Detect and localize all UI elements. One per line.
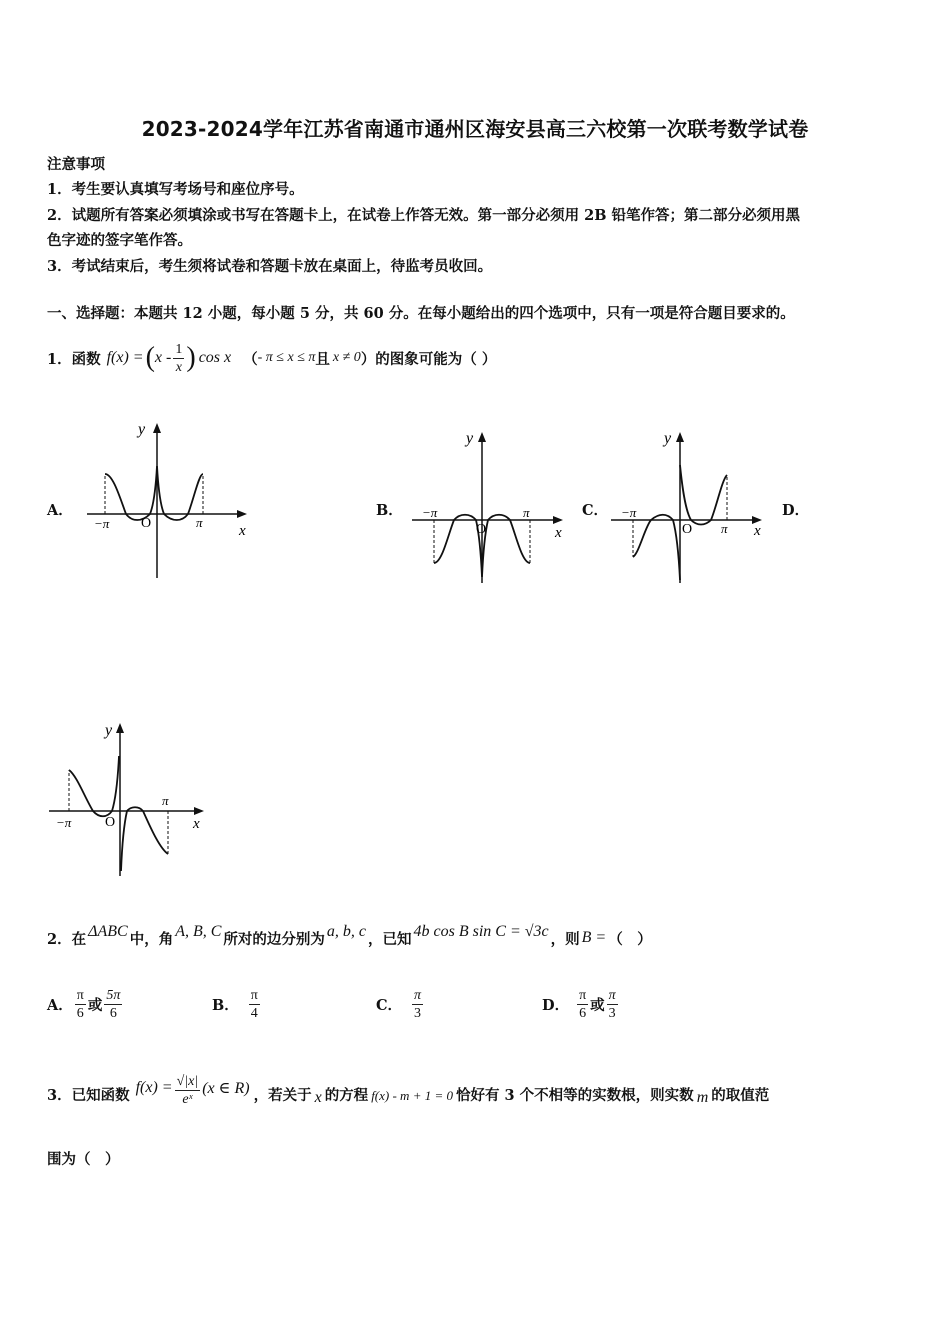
q2-prefix: 2．在 — [47, 930, 87, 948]
frac-den: 6 — [579, 1005, 587, 1021]
origin-label: O — [141, 516, 152, 531]
neg-pi-label: −π — [621, 505, 637, 520]
y-label: y — [105, 722, 113, 739]
question-1 — [47, 336, 496, 380]
y-axis-arrow — [478, 432, 486, 442]
x-axis-arrow — [194, 807, 204, 815]
q2-triangle: ΔABC — [88, 923, 128, 940]
q1-graph-d — [45, 716, 215, 881]
pi-label: π — [523, 505, 530, 520]
frac-num: 5π — [106, 987, 121, 1003]
y-label: y — [138, 421, 146, 438]
neg-pi-label: −π — [56, 815, 72, 830]
q3-equation: f(x) - m + 1 = 0 — [371, 1088, 453, 1103]
q1-graph-c — [607, 425, 775, 587]
q2-angles: A, B, C — [175, 923, 222, 940]
q2-equation: 4b cos B sin C = √3c — [413, 923, 549, 940]
q1-option-a-label[interactable]: A． — [47, 502, 73, 519]
q2-option-a-or: 或 — [87, 996, 103, 1014]
q1-frac-den: x — [175, 359, 182, 375]
q2-mid1: 中，角 — [129, 930, 174, 948]
q3-frac-den: eˣ — [182, 1091, 193, 1107]
q1-domain-and: 且 — [315, 350, 330, 368]
pi-label: π — [196, 515, 203, 530]
q3-mid4: 的取值范 — [711, 1086, 770, 1104]
curve — [105, 466, 203, 520]
frac-num: π — [608, 987, 616, 1003]
q3-mid3: 恰好有 3 个不相等的实数根，则实数 — [456, 1086, 694, 1104]
q2-mid4: ，则 — [550, 930, 580, 948]
q2-option-a[interactable] — [47, 984, 124, 1024]
q1-paren-open: ( — [145, 342, 155, 373]
q2-suffix: （ ） — [608, 930, 652, 948]
y-axis-arrow — [153, 423, 161, 433]
notice-heading: 注意事项 — [47, 156, 105, 173]
page-title: 2023-2024学年江苏省南通市通州区海安县高三六校第一次联考数学试卷 — [141, 117, 809, 141]
q2-target: B = — [581, 929, 607, 946]
y-label: y — [664, 430, 672, 447]
q2-mid2: 所对的边分别为 — [223, 930, 325, 948]
q3-lhs: f(x) = — [135, 1079, 173, 1096]
frac-num: π — [579, 987, 587, 1003]
x-label: x — [555, 525, 562, 541]
frac-den: 6 — [76, 1005, 84, 1021]
pi-label: π — [162, 793, 169, 808]
q2-option-d-label: D． — [542, 996, 570, 1014]
frac-num: π — [76, 987, 84, 1003]
q1-option-b-label[interactable]: B． — [376, 502, 403, 519]
q1-option-d-label[interactable]: D． — [782, 502, 810, 519]
x-label: x — [754, 523, 761, 539]
q1-paren-close: ) — [186, 342, 196, 373]
curve — [69, 756, 168, 871]
section-heading: 一、选择题：本题共 12 小题，每小题 5 分，共 60 分。在每小题给出的四个选项中，只有一项是符合题目要求的。 — [47, 305, 795, 322]
q2-option-d-frac2 — [607, 987, 618, 1022]
q2-option-c[interactable] — [376, 984, 425, 1024]
q1-prefix: 1．函数 — [47, 350, 101, 368]
x-label: x — [239, 523, 246, 539]
question-3 — [47, 1070, 769, 1118]
q2-option-b-label: B． — [212, 996, 239, 1014]
x-label: x — [193, 816, 200, 832]
q3-mid2: 的方程 — [324, 1086, 369, 1104]
q1-domain-range: - π ≤ x ≤ π — [257, 350, 316, 365]
frac-den: 3 — [608, 1005, 616, 1021]
frac-den: 4 — [250, 1005, 258, 1021]
q1-formula-lhs: f(x) = — [106, 349, 144, 366]
q2-option-d-frac1 — [577, 987, 588, 1022]
q2-option-c-frac — [412, 987, 423, 1022]
q1-formula-x: x - — [154, 349, 172, 366]
origin-label: O — [682, 522, 693, 537]
q1-option-c-label[interactable]: C． — [582, 502, 609, 519]
pi-label: π — [721, 521, 728, 536]
frac-den: 6 — [109, 1005, 117, 1021]
q3-var: x — [314, 1089, 322, 1106]
notice-item-2: 2．试题所有答案必须填涂或书写在答题卡上，在试卷上作答无效。第一部分必须用 2B 铅笔作答；第二部分必须用黑 — [47, 207, 801, 224]
q1-formula-cos: cos x — [198, 349, 232, 366]
y-label: y — [466, 430, 474, 447]
y-axis-arrow — [676, 432, 684, 442]
q2-option-b[interactable] — [212, 984, 262, 1024]
q1-graph-b — [408, 425, 576, 587]
q2-option-a-frac2 — [104, 987, 122, 1022]
q2-sides: a, b, c — [326, 923, 367, 940]
notice-item-1: 1．考生要认真填写考场号和座位序号。 — [47, 181, 304, 198]
neg-pi-label: −π — [422, 505, 438, 520]
q3-line2: 围为（ ） — [47, 1151, 120, 1168]
neg-pi-label: −π — [94, 516, 110, 531]
q2-option-d[interactable] — [542, 984, 620, 1024]
frac-den: 3 — [414, 1005, 422, 1021]
question-2 — [47, 922, 652, 954]
q2-mid3: ，已知 — [368, 930, 412, 948]
q1-frac-num: 1 — [175, 341, 183, 357]
origin-label: O — [476, 522, 487, 537]
q1-graph-a — [82, 418, 262, 583]
q3-frac-num: √|x| — [176, 1073, 199, 1089]
origin-label: O — [105, 815, 116, 830]
q1-domain-cond: x ≠ 0 — [332, 350, 361, 365]
q3-fraction — [175, 1073, 201, 1108]
q2-option-d-or: 或 — [590, 996, 605, 1014]
q1-fraction — [173, 341, 184, 376]
q3-prefix: 3．已知函数 — [47, 1086, 130, 1104]
q3-domain: (x ∈ R) — [202, 1080, 250, 1097]
y-axis-arrow — [116, 723, 124, 733]
frac-num: π — [414, 987, 422, 1003]
frac-num: π — [250, 987, 258, 1003]
q1-suffix: ）的图象可能为（ ） — [360, 350, 497, 368]
q2-option-b-frac — [249, 987, 260, 1022]
q3-param: m — [696, 1089, 709, 1106]
q2-option-a-frac1 — [75, 987, 86, 1022]
notice-item-3: 3．考试结束后，考生须将试卷和答题卡放在桌面上，待监考员收回。 — [47, 258, 493, 275]
q3-mid1: ，若关于 — [253, 1086, 312, 1104]
x-axis-arrow — [553, 516, 563, 524]
notice-item-2-cont: 色字迹的签字笔作答。 — [47, 232, 192, 249]
q1-domain-open: （ — [243, 350, 258, 368]
q2-option-c-label: C． — [376, 996, 403, 1014]
x-axis-arrow — [237, 510, 247, 518]
q2-option-a-label: A． — [47, 996, 73, 1014]
